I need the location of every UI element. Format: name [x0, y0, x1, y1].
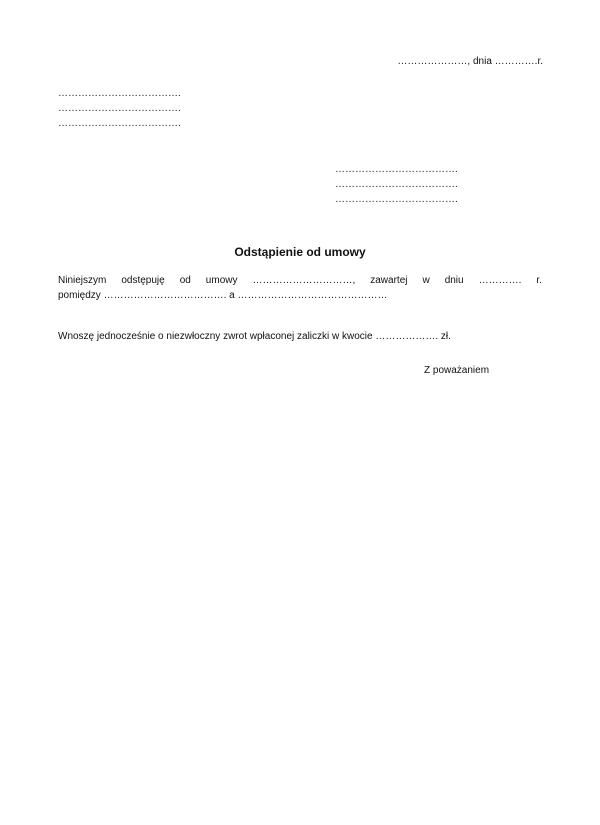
closing-salutation: Z poważaniem: [424, 365, 490, 376]
place-date-line: …………………, dnia ………….r.: [397, 56, 543, 67]
word-od: od: [179, 275, 191, 286]
word-zawartej: zawartej: [370, 275, 408, 286]
document-title: Odstąpienie od umowy: [234, 245, 366, 260]
date-placeholder: ………….: [478, 275, 522, 286]
recipient-line-3: ……………………………….: [335, 194, 458, 205]
recipient-line-1: ……………………………….: [335, 164, 458, 175]
word-dniu: dniu: [444, 275, 464, 286]
word-w: w: [422, 275, 430, 286]
contract-placeholder: …………………………,: [252, 275, 356, 286]
word-niniejszym: Niniejszym: [58, 275, 107, 286]
sender-line-1: ……………………………….: [58, 88, 181, 99]
sender-address-block: [58, 86, 181, 131]
year-abbreviation: r.: [536, 275, 542, 286]
withdrawal-paragraph-line-1: [58, 273, 542, 288]
withdrawal-paragraph-line-2: pomiędzy ………………………………. a ………………………………………: [58, 290, 388, 301]
word-odstepuje: odstępuję: [121, 275, 165, 286]
recipient-address-block: [335, 162, 458, 207]
sender-line-3: ……………………………….: [58, 118, 181, 129]
sender-line-2: ……………………………….: [58, 103, 181, 114]
word-umowy: umowy: [205, 275, 238, 286]
refund-request-paragraph: Wnoszę jednocześnie o niezwłoczny zwrot wpłaconej zaliczki w kwocie ………………. zł.: [58, 331, 451, 342]
withdrawal-paragraph: [58, 273, 542, 303]
recipient-line-2: ……………………………….: [335, 179, 458, 190]
